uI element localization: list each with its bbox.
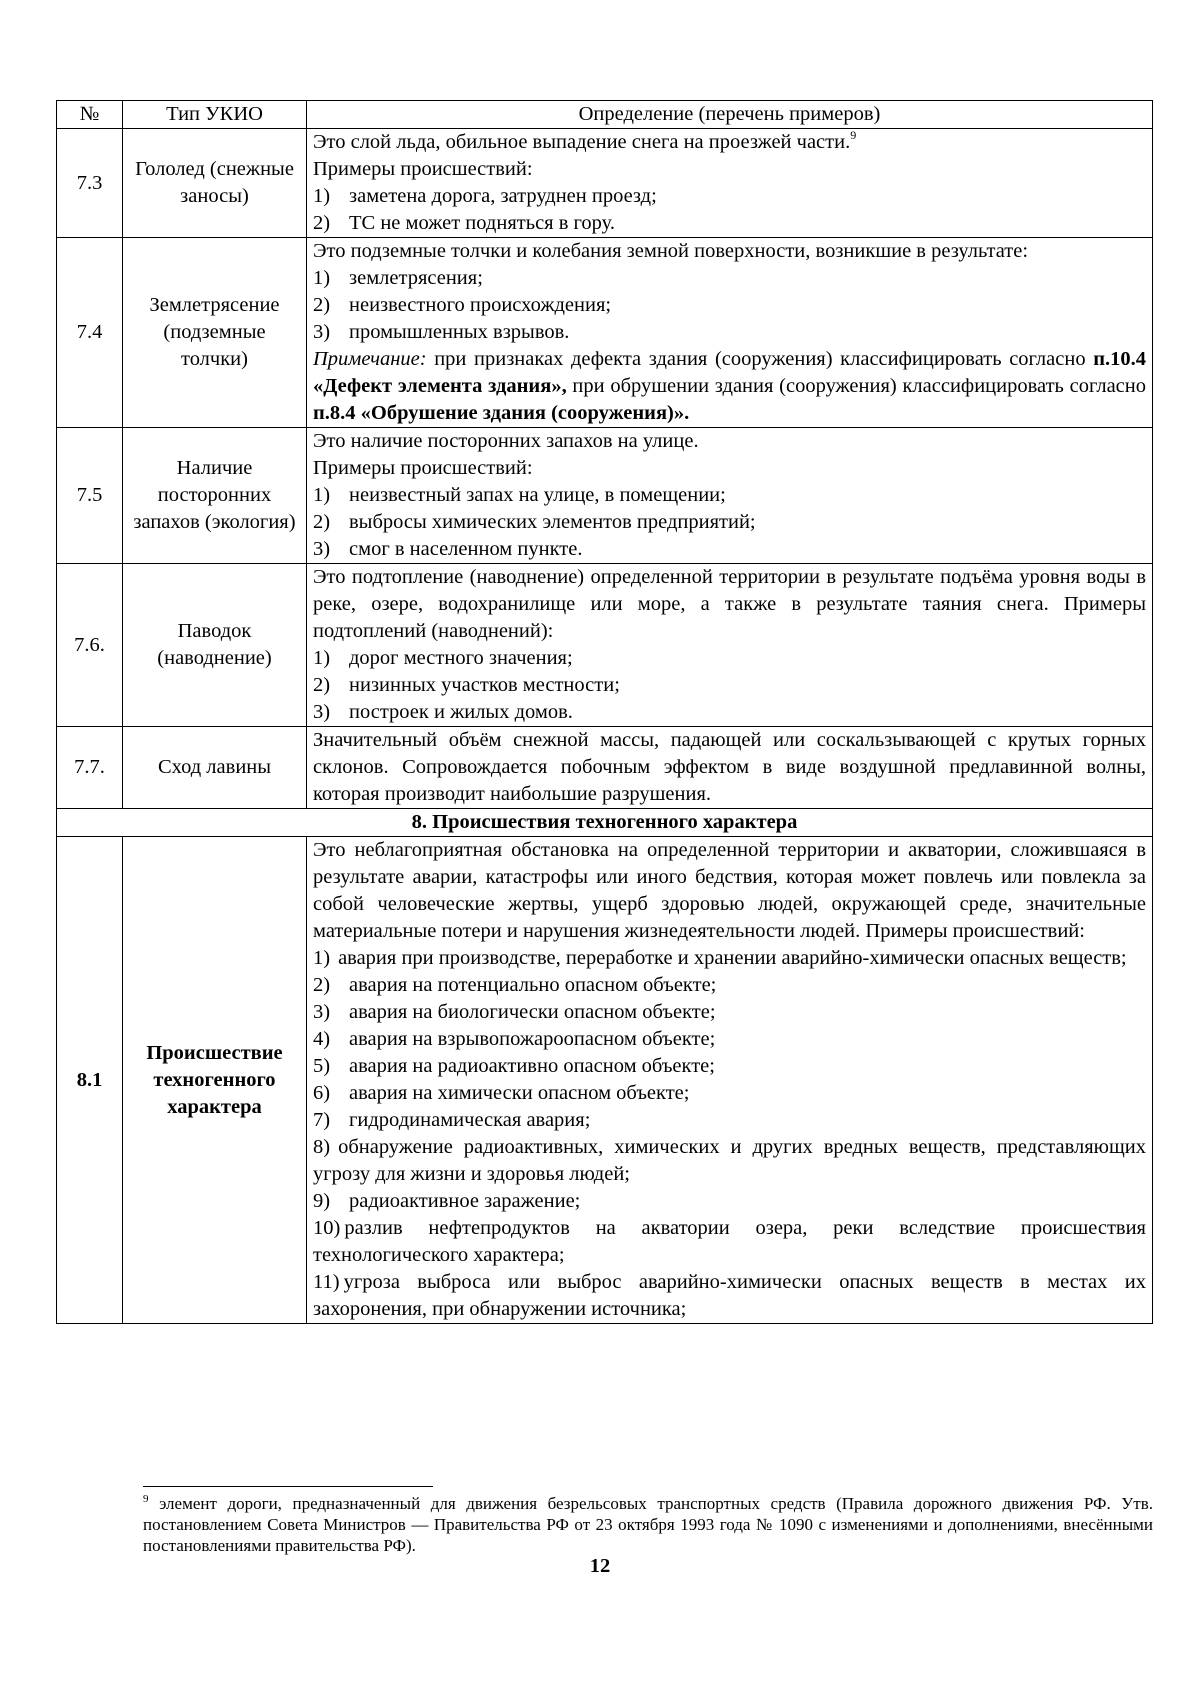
list-item: 1) авария при производстве, переработке и хранении аварийно-химически опасных веществ; (313, 947, 1127, 969)
examples-label: Примеры происшествий: (313, 158, 533, 180)
list-item: 2) ТС не может подняться в гору. (313, 212, 615, 234)
row-definition (307, 238, 1153, 428)
list-item: 2) низинных участков местности; (313, 674, 620, 696)
row-type: Паводок (наводнение) (123, 564, 307, 727)
section-heading: 8. Происшествия техногенного характера (57, 809, 1153, 837)
list-item: 6) авария на химически опасном объекте; (313, 1082, 690, 1104)
header-definition: Определение (перечень примеров) (307, 101, 1153, 129)
ukio-table (56, 100, 1153, 1324)
table-row (57, 837, 1153, 1324)
row-definition (307, 428, 1153, 564)
table-row (57, 238, 1153, 428)
row-type: Гололед (снежные заносы) (123, 129, 307, 238)
definition-intro: Это неблагоприятная обстановка на определенной территории и акватории, сложившаяся в результате аварии, катастрофы или иного бедствия, которая может повлечь или повлекла за собой человеческие жертвы, ущерб здоровью людей, окружающей среде, значительные материальные потери и нарушения жизнедеятельности людей. Примеры происшествий: (313, 839, 1146, 942)
definition-intro: Это подтопление (наводнение) определенной территории в результате подъёма уровня воды в реке, озере, водохранилище или море, а также в результате таяния снега. Примеры подтоплений (наводнений): (313, 566, 1146, 642)
row-definition: Значительный объём снежной массы, падающей или соскальзывающей с крутых горных склонов. Сопровождается побочным эффектом в виде воздушной предлавинной волны, которая производит наибольшие разрушения. (307, 727, 1153, 809)
list-item: 3) промышленных взрывов. (313, 321, 570, 343)
list-item: 11) угроза выброса или выброс аварийно-химически опасных веществ в местах их захоронения, при обнаружении источника; (313, 1271, 1146, 1320)
list-item: 3) авария на биологически опасном объекте; (313, 1001, 716, 1023)
list-item: 3) смог в населенном пункте. (313, 538, 583, 560)
row-definition (307, 564, 1153, 727)
footnote (143, 1493, 1153, 1556)
row-number: 7.4 (57, 238, 123, 428)
table-row (57, 564, 1153, 727)
note-paragraph: Примечание: при признаках дефекта здания (сооружения) классифицировать согласно п.10.4 «Дефект элемента здания», при обрушении здания (сооружения) классифицировать согласно п.8.4 «Обрушение здания (сооружения)». (313, 348, 1146, 424)
list-item: 8) обнаружение радиоактивных, химических и других вредных веществ, представляющих угрозу для жизни и здоровья людей; (313, 1136, 1146, 1185)
row-definition (307, 129, 1153, 238)
list-item: 9) радиоактивное заражение; (313, 1190, 581, 1212)
list-item: 2) неизвестного происхождения; (313, 294, 612, 316)
row-type: Землетрясение (подземные толчки) (123, 238, 307, 428)
page-number: 12 (589, 1555, 611, 1577)
row-definition (307, 837, 1153, 1324)
note-label: Примечание: (313, 348, 427, 370)
row-number: 7.5 (57, 428, 123, 564)
note-reference: п.10.4 «Дефект элемента здания», (313, 348, 1146, 397)
row-type: Происшествие техногенного характера (123, 837, 307, 1324)
row-number: 7.3 (57, 129, 123, 238)
list-item: 1) дорог местного значения; (313, 647, 573, 669)
list-item: 1) неизвестный запах на улице, в помещении; (313, 484, 726, 506)
table-row (57, 129, 1153, 238)
list-item: 10) разлив нефтепродуктов на акватории озера, реки вследствие происшествия технологического характера; (313, 1217, 1146, 1266)
table-row (57, 727, 1153, 809)
table-row (57, 428, 1153, 564)
definition-intro: Это слой льда, обильное выпадение снега на проезжей части. (313, 131, 851, 153)
list-item: 1) землетрясения; (313, 267, 483, 289)
row-number: 7.6. (57, 564, 123, 727)
row-type: Сход лавины (123, 727, 307, 809)
list-item: 4) авария на взрывопожароопасном объекте; (313, 1028, 716, 1050)
row-type: Наличие посторонних запахов (экология) (123, 428, 307, 564)
list-item: 5) авария на радиоактивно опасном объекте; (313, 1055, 715, 1077)
footnote-marker: 9 (143, 1493, 149, 1505)
list-item: 1) заметена дорога, затруднен проезд; (313, 185, 657, 207)
note-reference: п.8.4 «Обрушение здания (сооружения)». (313, 402, 690, 424)
footnote-ref: 9 (850, 128, 857, 142)
header-type: Тип УКИО (123, 101, 307, 129)
list-item: 3) построек и жилых домов. (313, 701, 573, 723)
definition-intro: Это подземные толчки и колебания земной поверхности, возникшие в результате: (313, 240, 1029, 262)
examples-label: Примеры происшествий: (313, 457, 533, 479)
header-num: № (57, 101, 123, 129)
row-number: 7.7. (57, 727, 123, 809)
footnote-text: элемент дороги, предназначенный для движения безрельсовых транспортных средств (Правила дорожного движения РФ. Утв. постановлением Совета Министров — Правительства РФ от 23 октября 1993 года № 1090 с изменениями и дополнениями, внесёнными постановлениями правительства РФ). (143, 1494, 1154, 1555)
footnote-separator (143, 1486, 433, 1487)
row-number: 8.1 (57, 837, 123, 1324)
list-item: 7) гидродинамическая авария; (313, 1109, 591, 1131)
list-item: 2) авария на потенциально опасном объекте; (313, 974, 717, 996)
section-row (57, 809, 1153, 837)
definition-intro: Это наличие посторонних запахов на улице. (313, 430, 699, 452)
list-item: 2) выбросы химических элементов предприятий; (313, 511, 756, 533)
table-header-row (57, 101, 1153, 129)
